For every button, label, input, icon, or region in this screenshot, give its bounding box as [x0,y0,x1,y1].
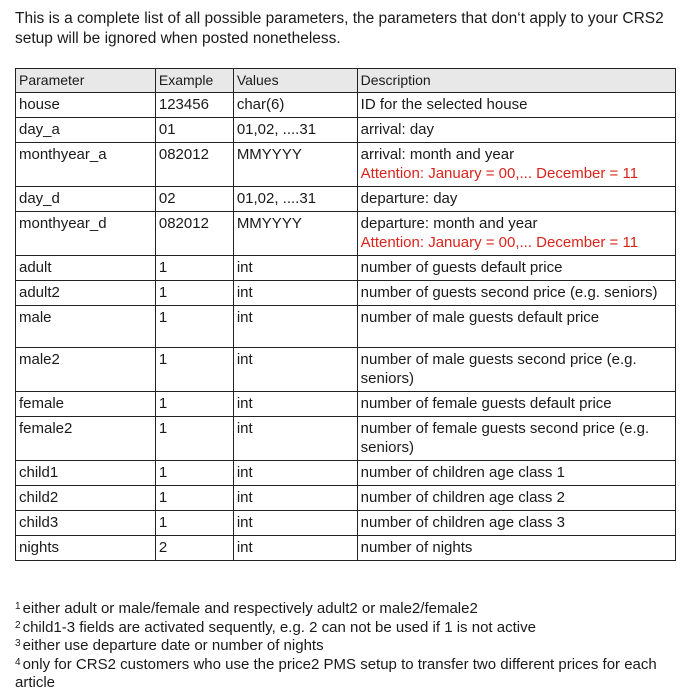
table-row [16,306,676,348]
cell-example: 01 [155,118,233,143]
attention-note: Attention: January = 00,... December = 11 [360,234,639,251]
table-row [16,417,676,461]
cell-parameter: adult [16,256,156,281]
cell-description [357,461,675,486]
description-text: number of female guests second price (e.g. seniors) [360,420,650,456]
table-row [16,187,676,212]
cell-values: int [233,256,357,281]
cell-description [357,118,675,143]
description-text: number of children age class 3 [360,514,565,531]
table-row [16,511,676,536]
cell-description [357,348,675,392]
cell-parameter: child3 [16,511,156,536]
description-text: number of male guests default price [360,309,600,326]
cell-example: 1 [155,417,233,461]
footnote [15,656,680,693]
cell-parameter: child1 [16,461,156,486]
table-row [16,392,676,417]
cell-example: 02 [155,187,233,212]
description-text: departure: day [360,190,458,207]
description-text: arrival: month and year [360,146,515,163]
cell-parameter: nights [16,536,156,561]
cell-description [357,417,675,461]
table-row [16,461,676,486]
table-row [16,281,676,306]
cell-example: 1 [155,461,233,486]
cell-values: int [233,348,357,392]
cell-description [357,212,675,256]
cell-description [357,93,675,118]
cell-parameter: male2 [16,348,156,392]
cell-parameter: day_a [16,118,156,143]
cell-values: char(6) [233,93,357,118]
cell-description [357,187,675,212]
cell-values: 01,02, ....31 [233,118,357,143]
description-text: number of guests second price (e.g. seniors) [360,284,658,301]
cell-parameter: monthyear_d [16,212,156,256]
description-text: number of nights [360,539,473,556]
cell-description [357,486,675,511]
intro-text: This is a complete list of all possible parameters, the parameters that don‘t apply to your CRS2 setup will be ignored when posted nonetheless. [15,10,664,47]
description-text: ID for the selected house [360,96,528,113]
table-row [16,256,676,281]
footnote [15,600,680,619]
cell-parameter: adult2 [16,281,156,306]
cell-description [357,256,675,281]
cell-values: int [233,306,357,348]
header-example: Example [155,69,233,93]
cell-values: int [233,417,357,461]
cell-parameter: female2 [16,417,156,461]
footnote-mark: 4 [15,656,21,668]
table-row [16,536,676,561]
cell-parameter: child2 [16,486,156,511]
cell-example: 1 [155,486,233,511]
cell-example: 2 [155,536,233,561]
cell-example: 1 [155,306,233,348]
description-text: departure: month and year [360,215,538,232]
footnote-mark: 3 [15,638,21,649]
description-text: number of guests default price [360,259,563,276]
cell-description [357,143,675,187]
cell-values: MMYYYY [233,143,357,187]
attention-note: Attention: January = 00,... December = 11 [360,165,639,182]
header-description: Description [357,69,675,93]
parameters-table [15,68,676,561]
description-text: number of female guests default price [360,395,612,412]
header-parameter: Parameter [16,69,156,93]
table-row [16,143,676,187]
table-row [16,486,676,511]
table-row [16,348,676,392]
cell-parameter: monthyear_a [16,143,156,187]
footnote-text: only for CRS2 customers who use the price2 PMS setup to transfer two different prices for each article [15,655,657,691]
cell-example: 1 [155,392,233,417]
description-text: number of male guests second price (e.g. seniors) [360,351,637,387]
cell-parameter: female [16,392,156,417]
footnotes [15,600,680,693]
cell-example: 1 [155,256,233,281]
cell-description [357,536,675,561]
cell-values: int [233,486,357,511]
table-body [16,93,676,561]
cell-parameter: day_d [16,187,156,212]
cell-values: int [233,536,357,561]
footnote-text: either adult or male/female and respectively adult2 or male2/female2 [22,600,478,617]
cell-example: 123456 [155,93,233,118]
footnote-mark: 2 [15,619,21,631]
table-row [16,93,676,118]
cell-example: 082012 [155,143,233,187]
cell-parameter: house [16,93,156,118]
header-values: Values [233,69,357,93]
footnote-mark: 1 [15,601,21,612]
footnote-text: child1-3 fields are activated sequently, e.g. 2 can not be used if 1 is not active [22,618,536,636]
cell-description [357,511,675,536]
cell-description [357,306,675,348]
table-header [16,69,676,93]
footnote [15,637,680,656]
cell-description [357,281,675,306]
header-row [16,69,676,93]
description-text: number of children age class 2 [360,489,565,506]
cell-parameter: male [16,306,156,348]
description-text: arrival: day [360,121,435,138]
footnote-text: either use departure date or number of nights [22,637,324,654]
description-text: number of children age class 1 [360,464,565,481]
cell-values: 01,02, ....31 [233,187,357,212]
cell-values: MMYYYY [233,212,357,256]
cell-description [357,392,675,417]
cell-example: 1 [155,348,233,392]
cell-values: int [233,392,357,417]
footnote [15,619,680,638]
cell-example: 1 [155,281,233,306]
cell-values: int [233,461,357,486]
table-row [16,212,676,256]
cell-example: 1 [155,511,233,536]
cell-values: int [233,511,357,536]
cell-example: 082012 [155,212,233,256]
table-row [16,118,676,143]
cell-values: int [233,281,357,306]
